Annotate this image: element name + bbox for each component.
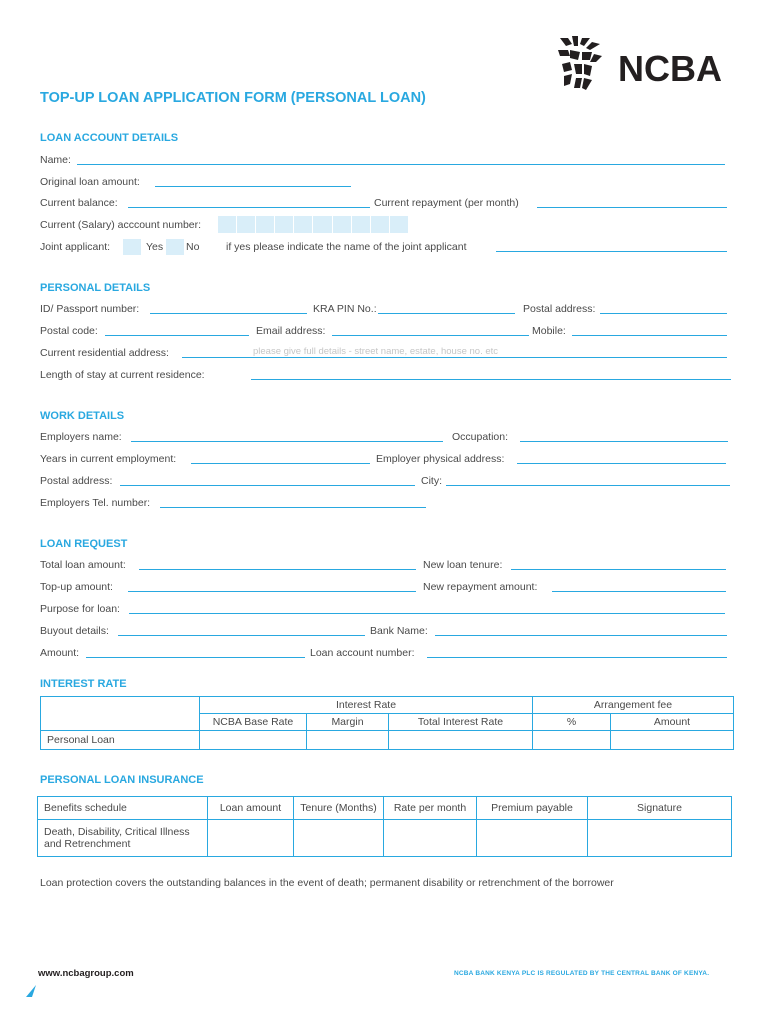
joint-note-label: if yes please indicate the name of the joint applicant	[226, 241, 467, 253]
employer-field[interactable]	[131, 441, 443, 442]
account-digit-box[interactable]	[371, 216, 389, 233]
current-balance-field[interactable]	[128, 207, 370, 208]
account-digit-box[interactable]	[256, 216, 274, 233]
total-loan-label: Total loan amount:	[40, 559, 126, 571]
insurance-amount-cell[interactable]	[208, 820, 294, 857]
percent-header: %	[533, 714, 611, 731]
joint-yes-checkbox[interactable]	[123, 239, 141, 255]
topup-field[interactable]	[128, 591, 416, 592]
tenure-header: Tenure (Months)	[294, 797, 384, 820]
footer-website-link[interactable]: www.ncbagroup.com	[38, 968, 134, 979]
id-label: ID/ Passport number:	[40, 303, 140, 315]
purpose-label: Purpose for loan:	[40, 603, 120, 615]
employer-tel-field[interactable]	[160, 507, 426, 508]
current-balance-label: Current balance:	[40, 197, 118, 209]
current-repayment-field[interactable]	[537, 207, 727, 208]
residential-label: Current residential address:	[40, 347, 169, 359]
insurance-table	[37, 796, 732, 857]
account-digit-box[interactable]	[218, 216, 236, 233]
residential-hint: please give full details - street name, estate, house no. etc	[253, 346, 499, 357]
original-amount-label: Original loan amount:	[40, 176, 140, 188]
account-digit-box[interactable]	[294, 216, 312, 233]
occupation-field[interactable]	[520, 441, 728, 442]
bank-name-label: Bank Name:	[370, 625, 428, 637]
ncba-logo	[556, 34, 736, 94]
purpose-field[interactable]	[129, 613, 725, 614]
new-repayment-label: New repayment amount:	[423, 581, 538, 593]
account-digit-box[interactable]	[275, 216, 293, 233]
account-digit-box[interactable]	[237, 216, 255, 233]
section-work-details: WORK DETAILS	[40, 410, 125, 422]
section-loan-account: LOAN ACCOUNT DETAILS	[40, 132, 179, 144]
premium-header: Premium payable	[477, 797, 588, 820]
postal-address-field[interactable]	[600, 313, 727, 314]
new-tenure-label: New loan tenure:	[423, 559, 503, 571]
length-of-stay-label: Length of stay at current residence:	[40, 369, 205, 381]
employer-label: Employers name:	[40, 431, 122, 443]
section-loan-request: LOAN REQUEST	[40, 538, 128, 550]
loan-account-number-field[interactable]	[427, 657, 727, 658]
interest-rate-table	[40, 696, 734, 750]
mobile-field[interactable]	[572, 335, 727, 336]
margin-cell[interactable]	[307, 731, 389, 750]
joint-applicant-label: Joint applicant:	[40, 241, 111, 253]
brand-name: NCBA	[618, 48, 722, 89]
interest-rate-group-header: Interest Rate	[200, 697, 533, 714]
ncba-emblem-icon	[556, 34, 612, 94]
postal-address-label: Postal address:	[523, 303, 596, 315]
account-digit-box[interactable]	[352, 216, 370, 233]
employer-tel-label: Employers Tel. number:	[40, 497, 151, 509]
section-loan-insurance: PERSONAL LOAN INSURANCE	[40, 774, 204, 786]
base-rate-header: NCBA Base Rate	[200, 714, 307, 731]
employer-address-field[interactable]	[517, 463, 726, 464]
joint-yes-label: Yes	[146, 241, 164, 253]
current-repayment-label: Current repayment (per month)	[374, 197, 519, 209]
name-field[interactable]	[77, 164, 725, 165]
name-label: Name:	[40, 154, 71, 166]
total-rate-header: Total Interest Rate	[389, 714, 533, 731]
city-label: City:	[421, 475, 442, 487]
account-digit-box[interactable]	[313, 216, 331, 233]
new-repayment-field[interactable]	[552, 591, 726, 592]
percent-cell[interactable]	[533, 731, 611, 750]
benefits-header: Benefits schedule	[38, 797, 208, 820]
postal-code-field[interactable]	[105, 335, 249, 336]
interest-blank-cell	[41, 697, 200, 731]
kra-label: KRA PIN No.:	[313, 303, 377, 315]
buyout-field[interactable]	[118, 635, 365, 636]
footer-regulation-text: NCBA BANK KENYA PLC IS REGULATED BY THE CENTRAL BANK OF KENYA.	[454, 970, 710, 977]
insurance-note: Loan protection covers the outstanding balances in the event of death; permanent disability or retrenchment of the borrower	[40, 877, 614, 889]
total-rate-cell[interactable]	[389, 731, 533, 750]
joint-no-label: No	[186, 241, 200, 253]
arrangement-fee-group-header: Arrangement fee	[533, 697, 734, 714]
joint-applicant-name-field[interactable]	[496, 251, 727, 252]
length-of-stay-field[interactable]	[251, 379, 731, 380]
id-field[interactable]	[150, 313, 307, 314]
section-interest-rate: INTEREST RATE	[40, 678, 127, 690]
buyout-label: Buyout details:	[40, 625, 109, 637]
signature-header: Signature	[588, 797, 732, 820]
bank-name-field[interactable]	[435, 635, 727, 636]
base-rate-cell[interactable]	[200, 731, 307, 750]
years-field[interactable]	[191, 463, 370, 464]
amount-field[interactable]	[86, 657, 305, 658]
margin-header: Margin	[307, 714, 389, 731]
insurance-rate-cell[interactable]	[384, 820, 477, 857]
account-digit-box[interactable]	[390, 216, 408, 233]
insurance-tenure-cell[interactable]	[294, 820, 384, 857]
kra-field[interactable]	[378, 313, 515, 314]
work-postal-field[interactable]	[120, 485, 415, 486]
personal-loan-row-label: Personal Loan	[41, 731, 200, 750]
insurance-premium-cell[interactable]	[477, 820, 588, 857]
city-field[interactable]	[446, 485, 730, 486]
fee-amount-header: Amount	[611, 714, 734, 731]
fee-amount-cell[interactable]	[611, 731, 734, 750]
email-field[interactable]	[332, 335, 529, 336]
joint-no-checkbox[interactable]	[166, 239, 184, 255]
page-title: TOP-UP LOAN APPLICATION FORM (PERSONAL LOAN)	[40, 90, 426, 106]
mobile-label: Mobile:	[532, 325, 566, 337]
section-personal-details: PERSONAL DETAILS	[40, 282, 151, 294]
work-postal-label: Postal address:	[40, 475, 113, 487]
topup-label: Top-up amount:	[40, 581, 113, 593]
loan-account-number-label: Loan account number:	[310, 647, 415, 659]
occupation-label: Occupation:	[452, 431, 509, 443]
loan-amount-header: Loan amount	[208, 797, 294, 820]
employer-address-label: Employer physical address:	[376, 453, 505, 465]
rate-per-month-header: Rate per month	[384, 797, 477, 820]
postal-code-label: Postal code:	[40, 325, 98, 337]
account-digit-box[interactable]	[333, 216, 351, 233]
original-amount-field[interactable]	[155, 186, 351, 187]
new-tenure-field[interactable]	[511, 569, 726, 570]
footer-arrow-icon	[26, 985, 38, 997]
years-label: Years in current employment:	[40, 453, 177, 465]
email-label: Email address:	[256, 325, 326, 337]
salary-account-field[interactable]	[218, 216, 408, 233]
amount-label: Amount:	[40, 647, 80, 659]
insurance-row-label: Death, Disability, Critical Illness and Retrenchment	[38, 820, 208, 857]
total-loan-field[interactable]	[139, 569, 416, 570]
residential-field[interactable]	[182, 357, 727, 358]
salary-account-label: Current (Salary) acccount number:	[40, 219, 202, 231]
insurance-signature-cell[interactable]	[588, 820, 732, 857]
